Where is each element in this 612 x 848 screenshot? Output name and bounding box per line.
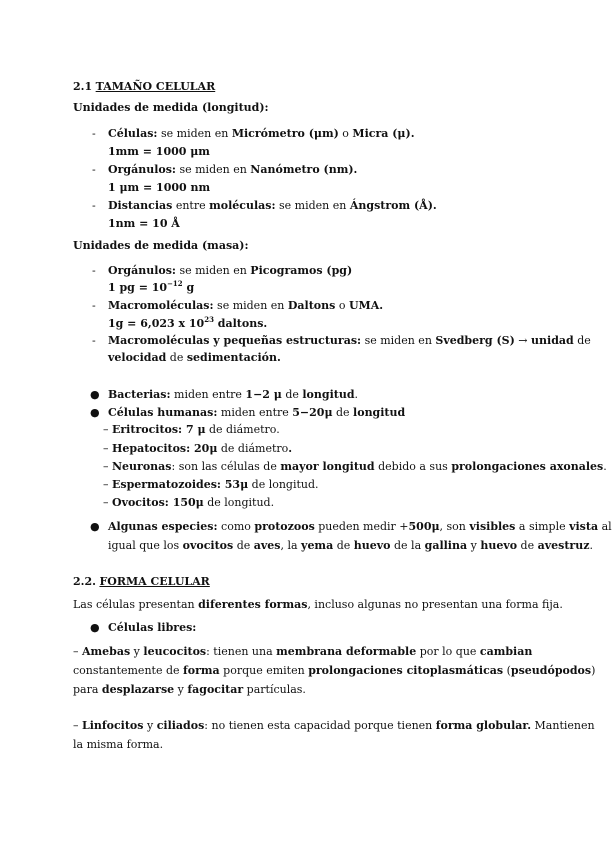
mass-item-macromolecules-text: Macromoléculas: se miden en Daltons o UMA. <box>108 299 384 312</box>
size-bacterias: Bacterias: miden entre 1−2 μ de longitud. <box>108 388 359 401</box>
section-number: 2.1 <box>73 80 93 93</box>
bullet-dot: ● <box>90 406 100 419</box>
length-item-organelles-equiv: 1 μm = 1000 nm <box>108 181 211 194</box>
section-heading-tamano <box>73 80 215 94</box>
linfocitos-line1: – Linfocitos y ciliados: no tienen esta capacidad porque tienen forma globular. Mantienen <box>73 719 595 732</box>
bullet-dot: ● <box>90 621 100 634</box>
size-sub-eritrocitos: – Eritrocitos: 7 μ de diámetro. <box>103 423 280 436</box>
amebas-line2: constantemente de forma porque emiten prolongaciones citoplasmáticas (pseudópodos) <box>73 664 596 677</box>
length-item-organelles-text: Orgánulos: se miden en Nanómetro (nm). <box>108 163 358 176</box>
mass-item-organelles-equiv: 1 pg = $10^{-12}$ g <box>108 279 195 294</box>
mass-item-structures-text: Macromoléculas y pequeñas estructuras: se miden en Svedberg (S) → unidad de <box>108 334 591 347</box>
amebas-line3: para desplazarse y fagocitar partículas. <box>73 683 306 696</box>
mass-item-structures-line2: velocidad de sedimentación. <box>108 351 281 364</box>
amebas-line1: – Amebas y leucocitos: tienen una membrana deformable por lo que cambian <box>73 645 533 658</box>
celulas-libres-heading: Células libres: <box>108 621 197 634</box>
size-sub-ovocitos: – Ovocitos: 150μ de longitud. <box>103 496 275 509</box>
section-title: TAMAÑO CELULAR <box>95 80 216 93</box>
mass-item-organelles-text: Orgánulos: se miden en Picogramos (pg) <box>108 264 353 277</box>
section-number: 2.2. <box>73 575 96 588</box>
length-units-heading: Unidades de medida (longitud): <box>73 101 269 114</box>
length-item-cells: - <box>92 127 96 140</box>
bullet-dot: ● <box>90 520 100 533</box>
size-species-line2: igual que los ovocitos de aves, la yema de huevo de la gallina y huevo de avestruz. <box>108 539 593 552</box>
length-item-molecules-text: Distancias entre moléculas: se miden en Ángstrom (Å). <box>108 199 437 212</box>
size-sub-hepatocitos: – Hepatocitos: 20μ de diámetro. <box>103 442 293 455</box>
mass-units-heading: Unidades de medida (masa): <box>73 239 249 252</box>
bullet-dot: ● <box>90 388 100 401</box>
size-sub-neuronas: – Neuronas: son las células de mayor longitud debido a sus prolongaciones axonales. <box>103 460 607 473</box>
mass-item-macromolecules: - <box>92 299 96 312</box>
section-title: FORMA CELULAR <box>99 575 210 588</box>
length-item-molecules: - <box>92 199 96 212</box>
size-species-line1: Algunas especies: como protozoos pueden medir +500μ, son visibles a simple vista al <box>108 520 612 533</box>
section-heading-forma <box>73 575 210 589</box>
size-sub-espermatozoides: – Espermatozoides: 53μ de longitud. <box>103 478 319 491</box>
length-item-cells-text: Células: se miden en Micrómetro (μm) o Micra (μ). <box>108 127 415 140</box>
length-item-cells-equiv: 1mm = 1000 μm <box>108 145 210 158</box>
mass-item-organelles: - <box>92 264 96 277</box>
forma-intro: Las células presentan diferentes formas, incluso algunas no presentan una forma fija. <box>73 598 563 611</box>
mass-item-structures: - <box>92 334 96 347</box>
size-human-cells: Células humanas: miden entre 5−20μ de longitud <box>108 406 406 419</box>
length-item-organelles: - <box>92 163 96 176</box>
mass-item-macromolecules-equiv: 1g = 6,023 x $10^{23}$ daltons. <box>108 315 268 330</box>
linfocitos-line2: la misma forma. <box>73 738 164 751</box>
length-item-molecules-equiv: 1nm = 10 Å <box>108 217 180 230</box>
